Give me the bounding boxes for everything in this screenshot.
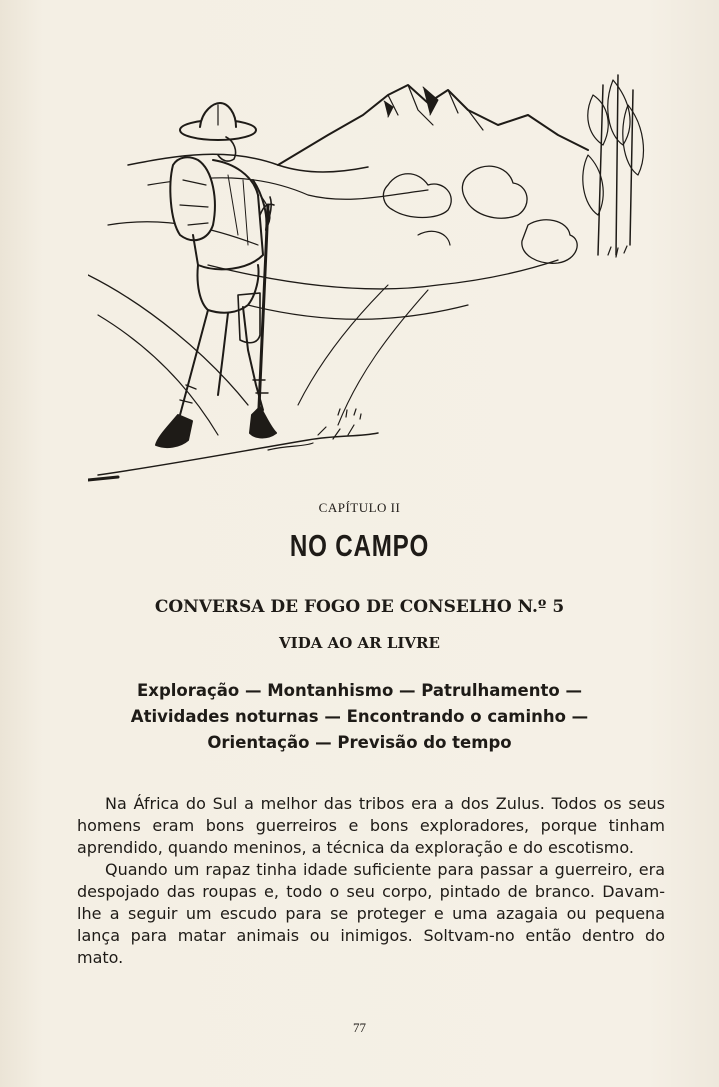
topics-line: Orientação — Previsão do tempo [207, 733, 512, 752]
topics-line: Atividades noturnas — Encontrando o caminho — [130, 707, 589, 726]
body-text [77, 793, 665, 969]
paragraph: Na África do Sul a melhor das tribos era a dos Zulus. Todos os seus homens eram bons guerreiros e bons exploradores, porque tinham aprendido, quando meninos, a técnica da exploração e do escotismo. [77, 794, 665, 857]
chapter-label: CAPÍTULO II [318, 500, 401, 515]
scout-hiking-illustration [88, 55, 668, 495]
section-subtitle: VIDA AO AR LIVRE [279, 634, 440, 652]
chapter-title: NO CAMPO [289, 528, 430, 563]
page-number: 77 [353, 1020, 366, 1035]
topics-list [0, 678, 719, 756]
paragraph: Quando um rapaz tinha idade suficiente para passar a guerreiro, era despojado das roupas e, todo o seu corpo, pintado de branco. Davam-lhe a seguir um escudo para se proteger e uma azagaia ou pequena lança para matar animais ou inimigos. Soltvam-no então dentro do mato. [77, 860, 665, 967]
conversation-heading: CONVERSA DE FOGO DE CONSELHO N.º 5 [154, 597, 565, 617]
topics-line: Exploração — Montanhismo — Patrulhamento — [137, 681, 582, 700]
